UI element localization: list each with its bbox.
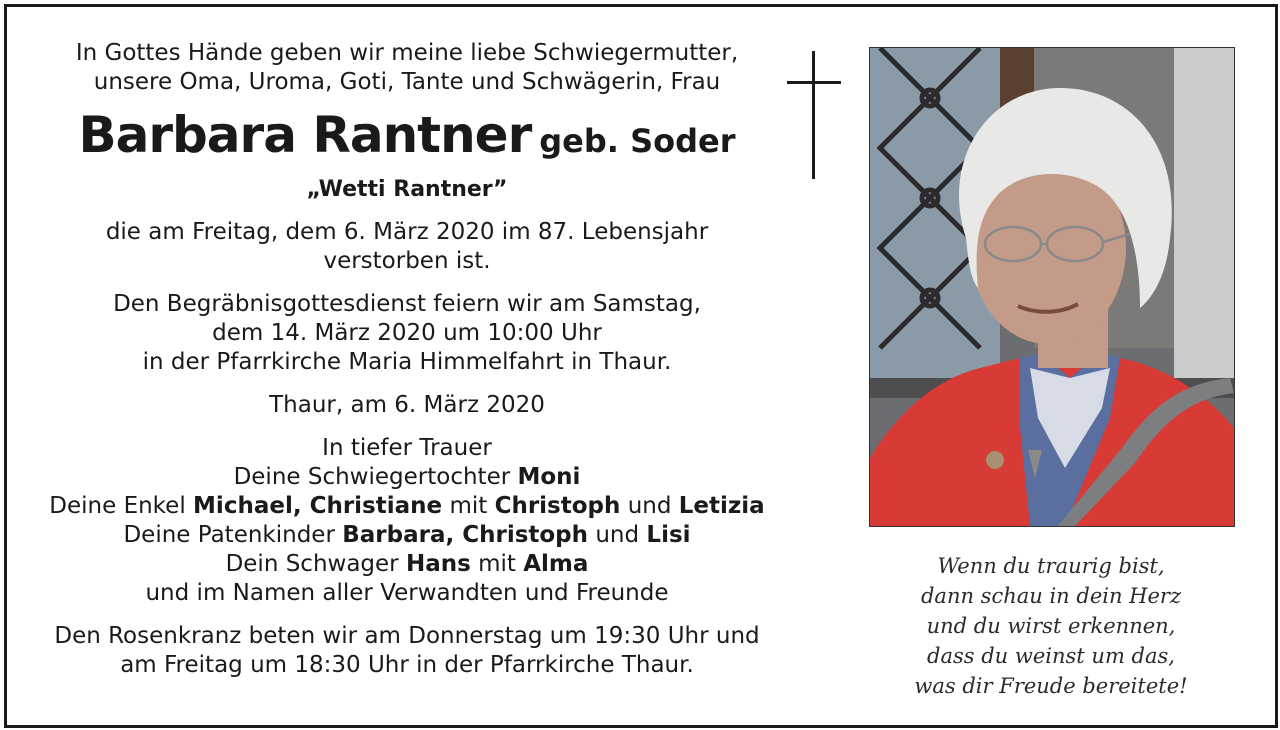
poem-line-2: dann schau in dein Herz [920, 584, 1182, 608]
death-line-2: verstorben ist. [323, 248, 491, 274]
mourner-conjunction: und [627, 493, 672, 519]
cross-icon [787, 51, 841, 179]
poem-line-3: und du wirst erkennen, [926, 614, 1176, 638]
mourner-line-4 [7, 550, 807, 579]
mourner-line-2 [7, 492, 807, 521]
intro-line-2: unsere Oma, Uroma, Goti, Tante und Schwägerin, Frau [93, 69, 721, 95]
mourner-conjunction: mit [478, 551, 516, 577]
poem [869, 551, 1233, 701]
mourner-name: Hans [405, 551, 471, 577]
mourner-label: Dein Schwager [225, 551, 399, 577]
obituary-frame [4, 4, 1278, 728]
birth-name: geb. Soder [539, 122, 736, 160]
death-line-1: die am Freitag, dem 6. März 2020 im 87. Lebensjahr [105, 219, 709, 245]
intro-line-1: In Gottes Hände geben wir meine liebe Schwiegermutter, [75, 40, 739, 66]
place-date: Thaur, am 6. März 2020 [269, 392, 545, 418]
deceased-name-line [7, 105, 807, 175]
poem-line-1: Wenn du traurig bist, [937, 554, 1165, 578]
rosary-line-1: Den Rosenkranz beten wir am Donnerstag um 19:30 Uhr und [54, 623, 760, 649]
funeral-line-2: dem 14. März 2020 um 10:00 Uhr [212, 320, 602, 346]
mourner-name: Christoph [494, 493, 621, 519]
poem-line-5: was dir Freude bereitete! [914, 674, 1188, 698]
mourner-name: Barbara, Christoph [342, 522, 589, 548]
mourner-name: Alma [523, 551, 589, 577]
funeral-line-3: in der Pfarrkirche Maria Himmelfahrt in Thaur. [142, 349, 672, 375]
mourner-closing: und im Namen aller Verwandten und Freunde [145, 580, 669, 606]
rosary-line-2: am Freitag um 18:30 Uhr in der Pfarrkirche Thaur. [120, 652, 694, 678]
deceased-name: Barbara Rantner [78, 106, 532, 164]
portrait-photo [869, 47, 1235, 527]
mourner-label: Deine Patenkinder [123, 522, 335, 548]
mourner-conjunction: mit [449, 493, 488, 519]
nickname: „Wetti Rantner” [306, 177, 508, 202]
mourner-label: Deine Enkel [49, 493, 186, 519]
poem-line-4: dass du weinst um das, [927, 644, 1175, 668]
obituary-text [7, 39, 807, 680]
mourner-conjunction: und [595, 522, 640, 548]
funeral-line-1: Den Begräbnisgottesdienst feiern wir am Samstag, [113, 291, 701, 317]
mourner-name: Moni [517, 464, 581, 490]
mourner-name: Lisi [646, 522, 691, 548]
mourner-line-3 [7, 521, 807, 550]
mourner-line-1 [7, 463, 807, 492]
mourner-label: Deine Schwiegertochter [233, 464, 511, 490]
mourner-name: Michael, Christiane [193, 493, 443, 519]
mourner-name: Letizia [678, 493, 765, 519]
mourning-heading: In tiefer Trauer [322, 435, 492, 461]
